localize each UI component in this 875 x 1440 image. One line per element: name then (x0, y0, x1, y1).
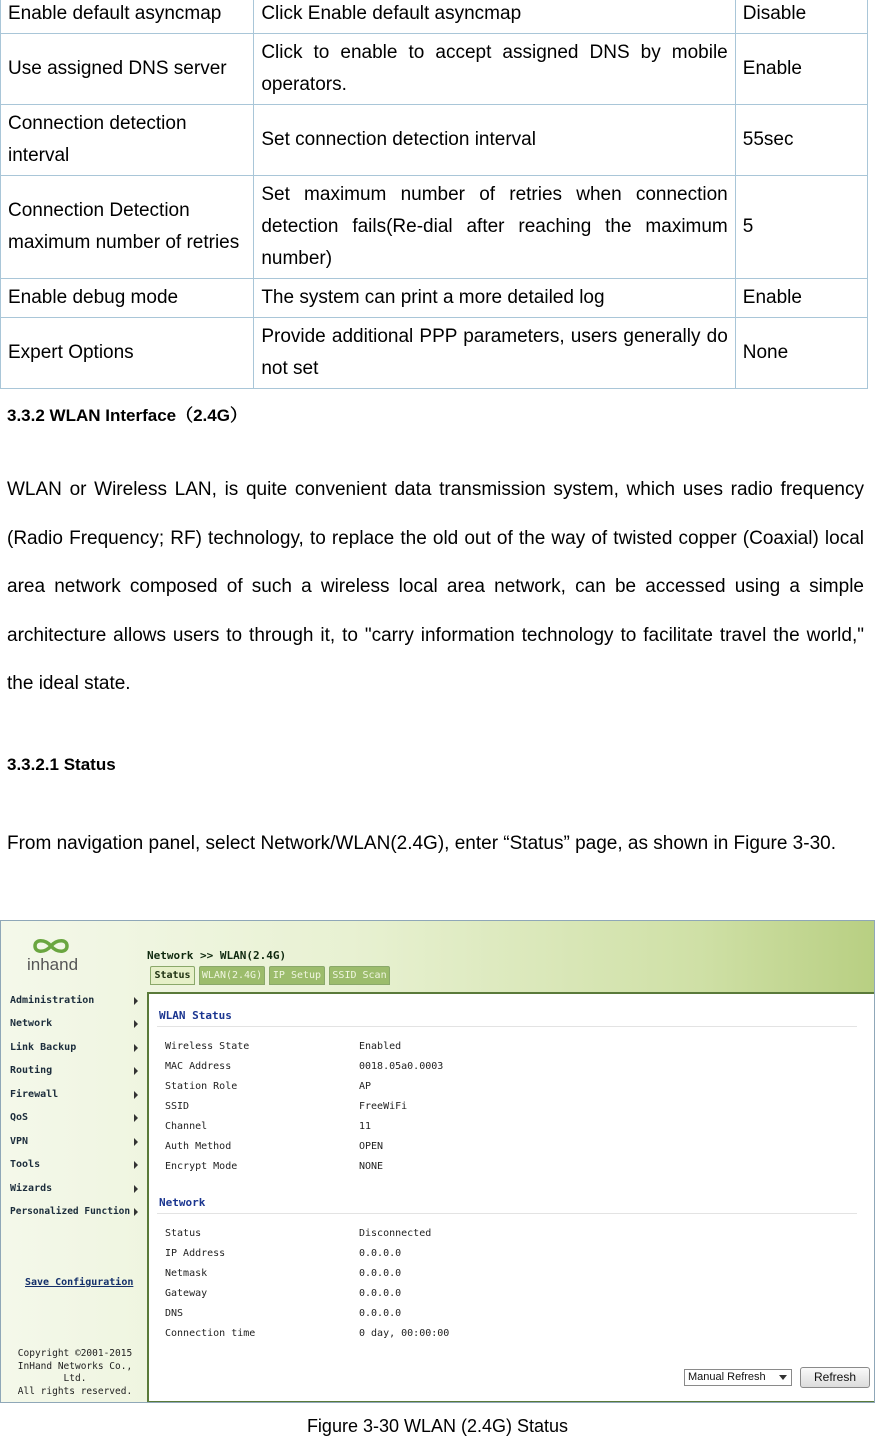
label-netmask: Netmask (165, 1268, 208, 1279)
value-connection-time: 0 day, 00:00:00 (359, 1328, 450, 1339)
value-wireless-state: Enabled (359, 1041, 402, 1052)
nav-label: Personalized Function (10, 1206, 131, 1217)
param-default: Enable (735, 279, 867, 318)
nav-label: Administration (10, 995, 95, 1006)
nav-label: Firewall (10, 1089, 59, 1100)
router-status-screenshot (0, 920, 875, 1403)
subsection-heading: 3.3.2.1 Status (7, 755, 116, 774)
copyright-notice (5, 1348, 145, 1398)
param-description: Set maximum number of retries when connection detection fails(Re-dial after reaching the maximum number) (254, 176, 735, 279)
chevron-right-icon (134, 1020, 138, 1028)
refresh-button[interactable]: Refresh (800, 1367, 870, 1388)
nav-item-link-backup[interactable] (10, 1042, 140, 1060)
value-encrypt-mode: NONE (359, 1161, 384, 1172)
section-divider (157, 1026, 857, 1027)
label-status: Status (165, 1228, 202, 1239)
param-description: Set connection detection interval (254, 105, 735, 176)
value-ssid: FreeWiFi (359, 1101, 408, 1112)
param-description: Click Enable default asyncmap (254, 0, 735, 34)
value-auth-method: OPEN (359, 1141, 384, 1152)
nav-label: Wizards (10, 1183, 53, 1194)
nav-item-firewall[interactable] (10, 1089, 140, 1107)
nav-label: Link Backup (10, 1042, 77, 1053)
value-status: Disconnected (359, 1228, 432, 1239)
breadcrumb: Network >> WLAN(2.4G) (147, 949, 287, 962)
param-default: 5 (735, 176, 867, 279)
label-encrypt-mode: Encrypt Mode (165, 1161, 238, 1172)
label-auth-method: Auth Method (165, 1141, 232, 1152)
chevron-down-icon (779, 1375, 787, 1380)
nav-label: VPN (10, 1136, 29, 1147)
chevron-right-icon (134, 1114, 138, 1122)
inhand-logo (25, 935, 85, 979)
parameter-table (0, 0, 868, 389)
logo-mark-icon (31, 937, 71, 955)
label-connection-time: Connection time (165, 1328, 256, 1339)
chevron-right-icon (134, 1161, 138, 1169)
nav-item-tools[interactable] (10, 1159, 140, 1177)
param-default: Disable (735, 0, 867, 34)
param-description: Provide additional PPP parameters, users generally do not set (254, 318, 735, 389)
nav-label: Tools (10, 1159, 41, 1170)
label-station-role: Station Role (165, 1081, 238, 1092)
label-mac-address: MAC Address (165, 1061, 232, 1072)
nav-item-network[interactable] (10, 1018, 140, 1036)
tab-status[interactable]: Status (150, 966, 195, 985)
param-description: Click to enable to accept assigned DNS by mobile operators. (254, 34, 735, 105)
chevron-right-icon (134, 1185, 138, 1193)
label-wireless-state: Wireless State (165, 1041, 250, 1052)
section-heading: 3.3.2 WLAN Interface（2.4G） (7, 406, 247, 425)
value-station-role: AP (359, 1081, 372, 1092)
param-default: None (735, 318, 867, 389)
value-channel: 11 (359, 1121, 372, 1132)
network-title: Network (159, 1196, 206, 1209)
chevron-right-icon (134, 997, 138, 1005)
chevron-right-icon (134, 1138, 138, 1146)
param-description: The system can print a more detailed log (254, 279, 735, 318)
table-row (1, 105, 868, 176)
param-name: Enable debug mode (1, 279, 254, 318)
table-row (1, 34, 868, 105)
chevron-right-icon (134, 1091, 138, 1099)
param-name: Use assigned DNS server (1, 34, 254, 105)
nav-item-wizards[interactable] (10, 1183, 140, 1201)
value-netmask: 0.0.0.0 (359, 1268, 402, 1279)
figure-caption: Figure 3-30 WLAN (2.4G) Status (306, 1416, 569, 1436)
param-name: Enable default asyncmap (1, 0, 254, 34)
nav-item-qos[interactable] (10, 1112, 140, 1130)
nav-item-vpn[interactable] (10, 1136, 140, 1154)
copyright-line: All rights reserved. (17, 1385, 133, 1397)
table-row (1, 176, 868, 279)
save-configuration-link[interactable]: Save Configuration (25, 1277, 134, 1288)
label-ip-address: IP Address (165, 1248, 226, 1259)
param-name: Expert Options (1, 318, 254, 389)
content-panel (147, 992, 875, 1403)
select-value: Manual Refresh (688, 1371, 766, 1383)
param-name: Connection detection interval (1, 105, 254, 176)
table-row (1, 318, 868, 389)
label-ssid: SSID (165, 1101, 190, 1112)
nav-item-personalized-function[interactable] (10, 1206, 140, 1224)
nav-item-routing[interactable] (10, 1065, 140, 1083)
chevron-right-icon (134, 1044, 138, 1052)
nav-item-administration[interactable] (10, 995, 140, 1013)
nav-label: Routing (10, 1065, 53, 1076)
instruction-paragraph: From navigation panel, select Network/WLAN(2.4G), enter “Status” page, as shown in Figure 3-30. (7, 833, 836, 854)
tab-wlan[interactable]: WLAN(2.4G) (199, 966, 265, 985)
logo-text: inhand (27, 955, 79, 974)
value-ip-address: 0.0.0.0 (359, 1248, 402, 1259)
tab-ip-setup[interactable]: IP Setup (269, 966, 325, 985)
value-mac-address: 0018.05a0.0003 (359, 1061, 444, 1072)
value-gateway: 0.0.0.0 (359, 1288, 402, 1299)
tab-ssid-scan[interactable]: SSID Scan (329, 966, 390, 985)
label-channel: Channel (165, 1121, 208, 1132)
chevron-right-icon (134, 1208, 138, 1216)
chevron-right-icon (134, 1067, 138, 1075)
table-row (1, 0, 868, 34)
table-row (1, 279, 868, 318)
nav-label: Network (10, 1018, 53, 1029)
label-dns: DNS (165, 1308, 184, 1319)
wlan-status-title: WLAN Status (159, 1009, 232, 1022)
intro-paragraph: WLAN or Wireless LAN, is quite convenient data transmission system, which uses radio frequency (Radio Frequency; RF) technology, to replace the old out of the way of twisted copper (Coaxial) local area network composed of such a wireless local area network, can be accessed using a simple architecture allows users to through it, to "carry information technology to facilitate travel the world," the ideal state. (7, 479, 864, 694)
value-dns: 0.0.0.0 (359, 1308, 402, 1319)
copyright-line: Copyright ©2001-2015 (17, 1348, 133, 1359)
param-default: Enable (735, 34, 867, 105)
nav-label: QoS (10, 1112, 29, 1123)
copyright-line: InHand Networks Co., Ltd. (17, 1360, 133, 1384)
section-divider (157, 1213, 857, 1214)
param-name: Connection Detection maximum number of retries (1, 176, 254, 279)
label-gateway: Gateway (165, 1288, 208, 1299)
param-default: 55sec (735, 105, 867, 176)
refresh-mode-select[interactable] (684, 1369, 792, 1386)
